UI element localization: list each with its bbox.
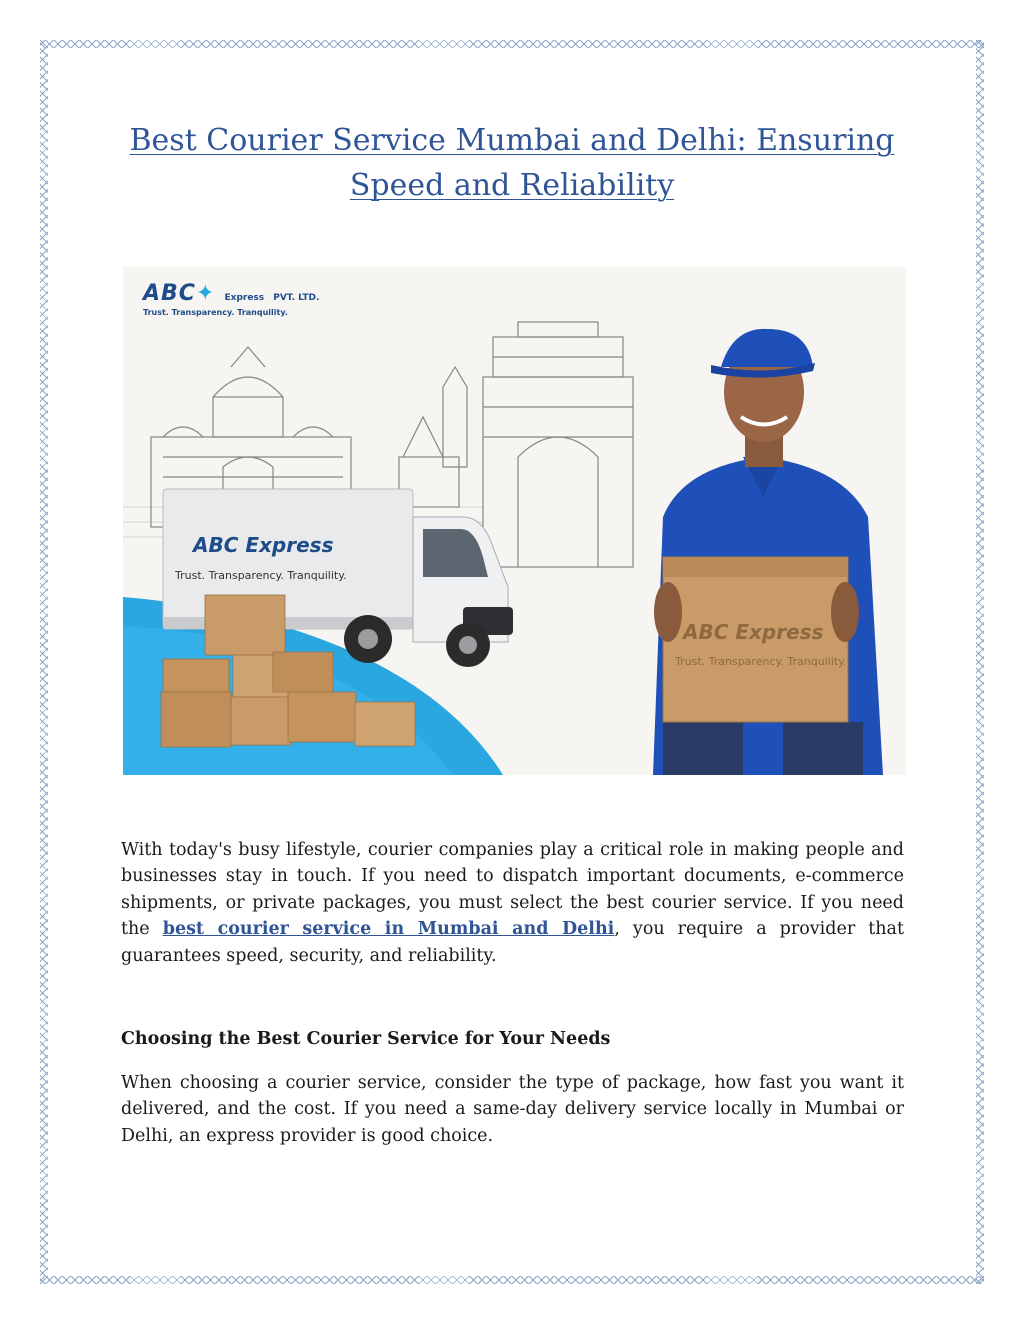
border-bottom bbox=[40, 1276, 984, 1284]
intro-text-end: , you require a provider that guarantees speed, security, and reliability. bbox=[121, 919, 904, 966]
border-top bbox=[40, 40, 984, 48]
brand-logo bbox=[143, 281, 319, 317]
section-heading: Choosing the Best Courier Service for Your Needs bbox=[121, 1029, 611, 1049]
section-paragraph: When choosing a courier service, consider the type of package, how fast you want it delivered, and the cost. If you need a same-day delivery service locally in Mumbai or Delhi, an express provider is good choice. bbox=[121, 1073, 904, 1146]
box-tagline-text: Trust. Transparency. Tranquility. bbox=[675, 655, 847, 668]
courier-service-link[interactable]: best courier service in Mumbai and Delhi bbox=[162, 919, 615, 940]
truck-tagline-text: Trust. Transparency. Tranquility. bbox=[175, 569, 347, 582]
truck-brand-text: ABC Express bbox=[193, 533, 334, 557]
brand-logo-suffix: PVT. LTD. bbox=[273, 293, 320, 303]
hero-illustration bbox=[123, 267, 906, 775]
border-left bbox=[40, 40, 48, 1284]
hero-image bbox=[123, 267, 906, 775]
held-box bbox=[654, 557, 859, 722]
brand-logo-name: ABC✦ bbox=[143, 281, 216, 306]
page-title: Best Courier Service Mumbai and Delhi: Ensuring Speed and Reliability bbox=[129, 123, 895, 203]
intro-paragraph bbox=[121, 837, 904, 969]
brand-tagline: Trust. Transparency. Tranquility. bbox=[143, 308, 288, 317]
box-brand-text: ABC Express bbox=[683, 620, 824, 644]
intro-text-start: With today's busy lifestyle, courier companies play a critical role in making people and businesses stay in touch. If you need to dispatch important documents, e-commerce shipments, or private packages, you must select the best courier service. If you need the bbox=[121, 840, 904, 940]
border-right bbox=[976, 40, 984, 1284]
brand-logo-express: Express bbox=[224, 293, 265, 303]
